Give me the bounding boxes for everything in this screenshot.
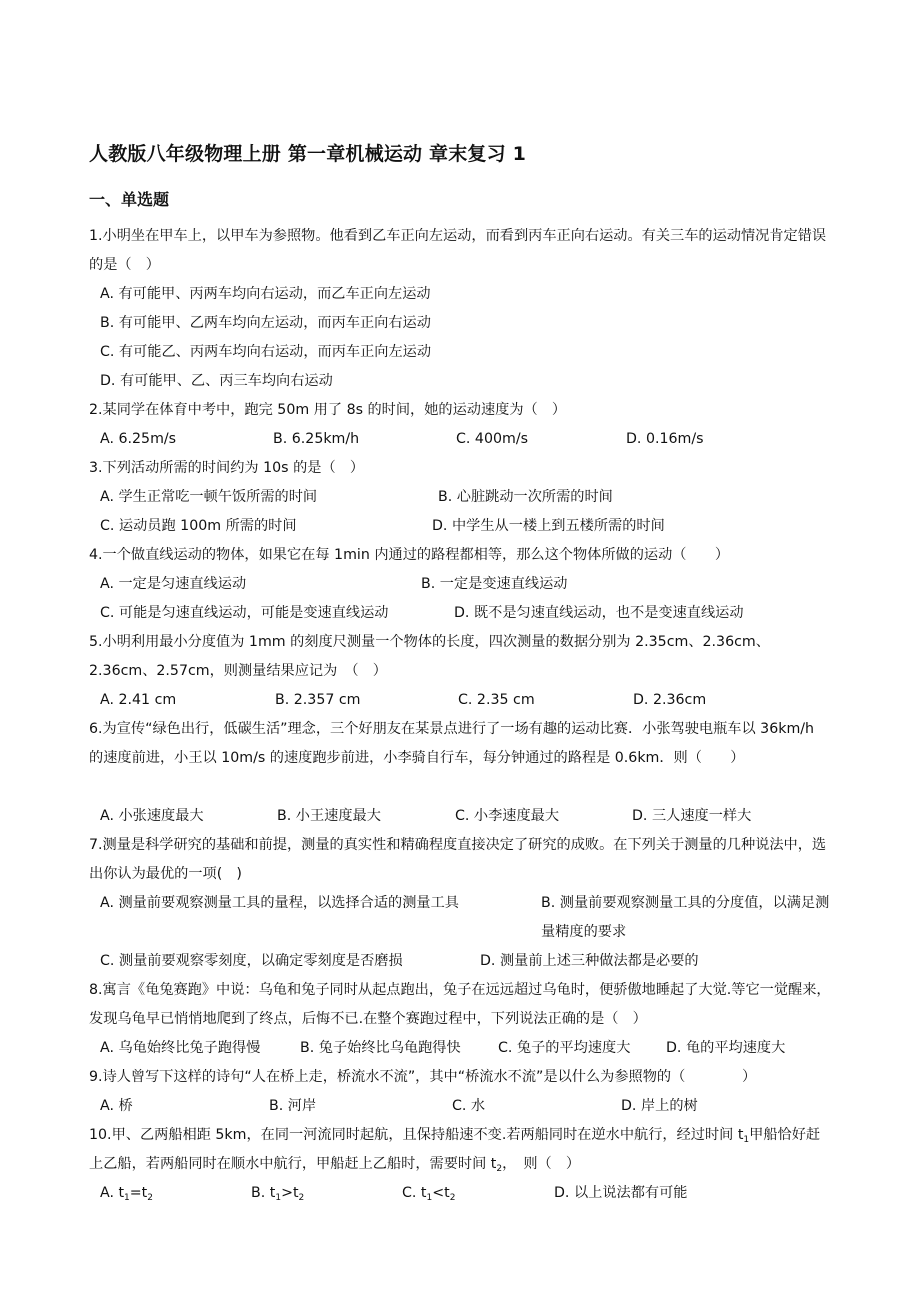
option-d: D. 龟的平均速度大 (666, 1040, 786, 1056)
option-c: C. 小李速度最大 (455, 808, 560, 824)
option-text: <t (432, 1185, 450, 1201)
question-4-stem: 4.一个做直线运动的物体，如果它在每 1min 内通过的路程都相等，那么这个物体所做的运动（ ） (89, 547, 730, 563)
option-text: C. t (402, 1185, 427, 1201)
option-b: B. 2.357 cm (275, 692, 361, 708)
option-b: B. 兔子始终比乌龟跑得快 (300, 1040, 461, 1056)
question-3-stem: 3.下列活动所需的时间约为 10s 的是（ ） (89, 460, 365, 476)
option-b: B. 小王速度最大 (277, 808, 381, 824)
option-d: D. 测量前上述三种做法都是必要的 (480, 953, 699, 969)
subscript: 1 (426, 1193, 433, 1203)
option-a: A. 2.41 cm (100, 692, 177, 708)
question-7-option-a: A. 测量前要观察测量工具的量程，以选择合适的测量工具 (100, 895, 459, 911)
stem-part-b: 甲船恰好赶上乙船，若两船同时在顺水中航行，甲船赶上乙船时，需要时间 t (89, 1127, 821, 1172)
option-a: A. 6.25m/s (100, 431, 177, 447)
subscript: 2 (449, 1193, 456, 1203)
option-b: B. 6.25km/h (273, 431, 360, 447)
question-9-stem: 9.诗人曾写下这样的诗句“人在桥上走，桥流水不流”，其中“桥流水不流”是以什么为参照物的（ ） (89, 1069, 757, 1085)
option-a (100, 1179, 153, 1208)
option-a: A. 乌龟始终比兔子跑得慢 (100, 1040, 261, 1056)
option-d: D. 既不是匀速直线运动，也不是变速直线运动 (454, 605, 744, 621)
stem-part-a: 10.甲、乙两船相距 5km，在同一河流同时起航，且保持船速不变.若两船同时在逆水中航行，经过时间 t (89, 1127, 744, 1143)
option-c: C. 2.35 cm (458, 692, 535, 708)
option-d: D. 0.16m/s (626, 431, 704, 447)
subscript: 1 (743, 1135, 750, 1145)
option-c: C. 测量前要观察零刻度，以确定零刻度是否磨损 (100, 953, 403, 969)
subscript: 2 (298, 1193, 305, 1203)
option-b: B. 心脏跳动一次所需的时间 (438, 489, 613, 505)
question-5-stem: 5.小明利用最小分度值为 1mm 的刻度尺测量一个物体的长度，四次测量的数据分别为 2.35cm、2.36cm、2.36cm、2.57cm，则测量结果应记为 （ ） (89, 634, 770, 679)
option-b: B. 一定是变速直线运动 (421, 576, 568, 592)
section-heading: 一、单选题 (89, 190, 170, 209)
option-c: C. 400m/s (456, 431, 528, 447)
option-a: A. 一定是匀速直线运动 (100, 576, 247, 592)
stem-part-c: ， 则（ ） (502, 1156, 581, 1172)
question-1-option-d: D. 有可能甲、乙、丙三车均向右运动 (100, 373, 333, 389)
question-2-stem: 2.某同学在体育中考中，跑完 50m 用了 8s 的时间，她的运动速度为（ ） (89, 402, 567, 418)
option-c: C. 运动员跑 100m 所需的时间 (100, 518, 297, 534)
document-title: 人教版八年级物理上册 第一章机械运动 章末复习 1 (89, 143, 527, 165)
option-a: A. 学生正常吃一顿午饭所需的时间 (100, 489, 318, 505)
option-d: D. 中学生从一楼上到五楼所需的时间 (432, 518, 665, 534)
option-c: C. 可能是匀速直线运动，可能是变速直线运动 (100, 605, 389, 621)
option-c: C. 兔子的平均速度大 (498, 1040, 631, 1056)
option-c: C. 水 (452, 1098, 486, 1114)
question-1-stem: 1.小明坐在甲车上，以甲车为参照物。他看到乙车正向左运动，而看到丙车正向右运动。有关三车的运动情况肯定错误的是（ ） (89, 228, 827, 273)
option-a: A. 小张速度最大 (100, 808, 204, 824)
option-b: B. 河岸 (269, 1098, 317, 1114)
option-text: A. t (100, 1185, 125, 1201)
question-10-stem (89, 1121, 831, 1179)
subscript: 1 (124, 1193, 130, 1203)
option-d: D. 以上说法都有可能 (554, 1185, 688, 1201)
option-a: A. 桥 (100, 1098, 133, 1114)
subscript: 1 (275, 1193, 282, 1203)
question-1-option-c: C. 有可能乙、丙两车均向右运动，而丙车正向左运动 (100, 344, 432, 360)
subscript: 2 (496, 1164, 503, 1174)
question-7-stem: 7.测量是科学研究的基础和前提，测量的真实性和精确程度直接决定了研究的成败。在下列关于测量的几种说法中，选出你认为最优的一项( ) (89, 837, 827, 882)
option-text: >t (281, 1185, 299, 1201)
option-text: B. t (251, 1185, 276, 1201)
question-7-option-b: B. 测量前要观察测量工具的分度值，以满足测量精度的要求 (541, 895, 830, 940)
option-b (251, 1179, 304, 1208)
question-1-option-b: B. 有可能甲、乙两车均向左运动，而丙车正向右运动 (100, 315, 431, 331)
option-c (402, 1179, 455, 1208)
question-6-stem: 6.为宣传“绿色出行，低碳生活”理念，三个好朋友在某景点进行了一场有趣的运动比赛．小张驾驶电瓶车以 36km/h 的速度前进，小王以 10m/s 的速度跑步前进，小李骑自行车，每分钟通过的路程是 0.6km．则（ ） (89, 721, 815, 766)
question-8-stem: 8.寓言《龟兔赛跑》中说：乌龟和兔子同时从起点跑出，兔子在远远超过乌龟时，便骄傲地睡起了大觉.等它一觉醒来，发现乌龟早已悄悄地爬到了终点，后悔不已.在整个赛跑过程中，下列说法正确的是（ ） (89, 982, 831, 1027)
question-1-option-a: A. 有可能甲、丙两车均向右运动，而乙车正向左运动 (100, 286, 431, 302)
subscript: 2 (147, 1193, 153, 1203)
option-d: D. 岸上的树 (621, 1098, 698, 1114)
option-text: =t (129, 1185, 148, 1201)
option-d: D. 三人速度一样大 (632, 808, 752, 824)
option-d: D. 2.36cm (633, 692, 707, 708)
